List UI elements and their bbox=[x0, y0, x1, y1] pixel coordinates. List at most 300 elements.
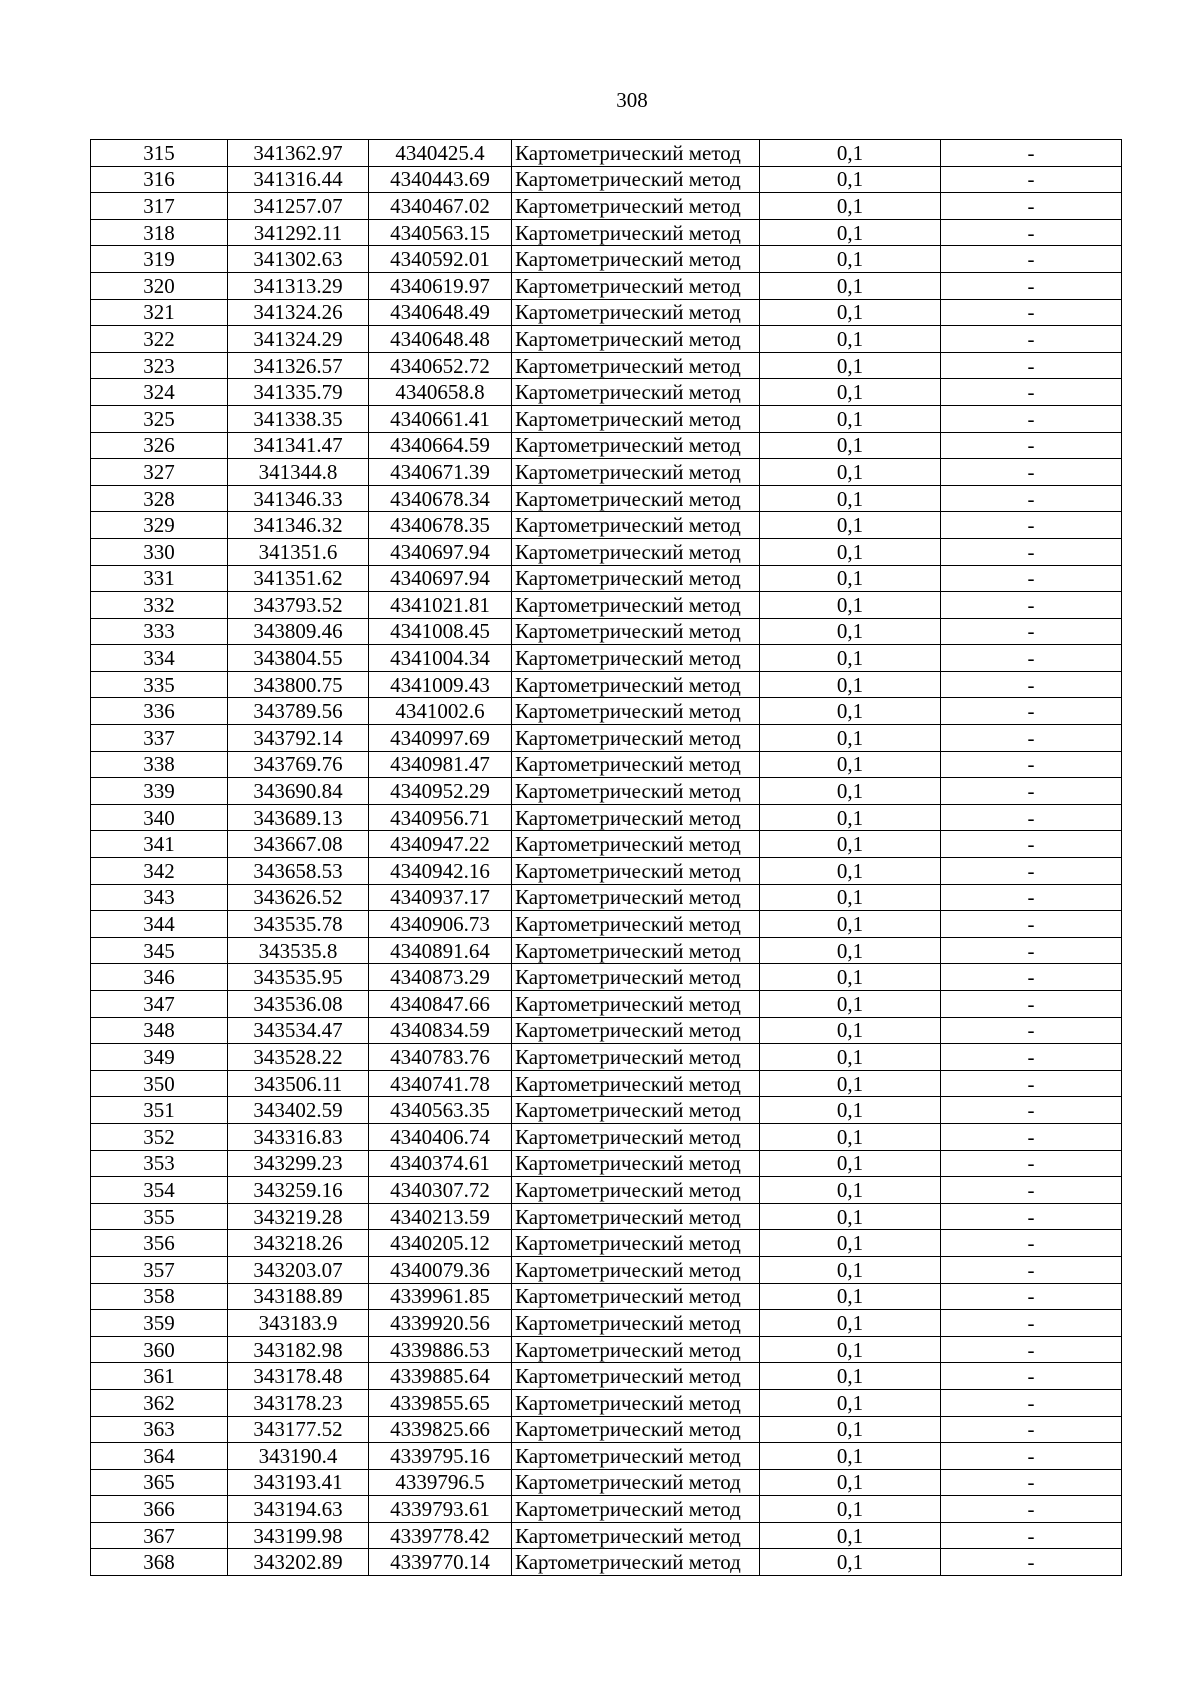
x-coordinate-cell: 341324.26 bbox=[228, 299, 369, 326]
y-coordinate-cell: 4340678.35 bbox=[369, 512, 512, 539]
accuracy-cell: 0,1 bbox=[760, 1416, 941, 1443]
accuracy-cell: 0,1 bbox=[760, 1230, 941, 1257]
table-row bbox=[91, 1443, 1122, 1470]
x-coordinate-cell: 343219.28 bbox=[228, 1203, 369, 1230]
x-coordinate-cell: 343793.52 bbox=[228, 592, 369, 619]
method-cell: Картометрический метод bbox=[512, 1283, 760, 1310]
y-coordinate-cell: 4340079.36 bbox=[369, 1256, 512, 1283]
method-cell: Картометрический метод bbox=[512, 193, 760, 220]
method-cell: Картометрический метод bbox=[512, 1549, 760, 1576]
table-row bbox=[91, 459, 1122, 486]
note-cell: - bbox=[941, 1336, 1122, 1363]
method-cell: Картометрический метод bbox=[512, 937, 760, 964]
method-cell: Картометрический метод bbox=[512, 1469, 760, 1496]
table-row bbox=[91, 618, 1122, 645]
note-cell: - bbox=[941, 565, 1122, 592]
method-cell: Картометрический метод bbox=[512, 166, 760, 193]
table-row bbox=[91, 911, 1122, 938]
table-row bbox=[91, 1496, 1122, 1523]
table-row bbox=[91, 884, 1122, 911]
x-coordinate-cell: 343528.22 bbox=[228, 1044, 369, 1071]
accuracy-cell: 0,1 bbox=[760, 352, 941, 379]
y-coordinate-cell: 4340847.66 bbox=[369, 991, 512, 1018]
table-row bbox=[91, 485, 1122, 512]
point-number-cell: 358 bbox=[91, 1283, 228, 1310]
note-cell: - bbox=[941, 751, 1122, 778]
table-row bbox=[91, 140, 1122, 167]
point-number-cell: 342 bbox=[91, 858, 228, 885]
y-coordinate-cell: 4340834.59 bbox=[369, 1017, 512, 1044]
table-row bbox=[91, 219, 1122, 246]
table-row bbox=[91, 1097, 1122, 1124]
x-coordinate-cell: 343534.47 bbox=[228, 1017, 369, 1044]
point-number-cell: 357 bbox=[91, 1256, 228, 1283]
point-number-cell: 340 bbox=[91, 804, 228, 831]
x-coordinate-cell: 343667.08 bbox=[228, 831, 369, 858]
x-coordinate-cell: 343190.4 bbox=[228, 1443, 369, 1470]
accuracy-cell: 0,1 bbox=[760, 246, 941, 273]
table-row bbox=[91, 778, 1122, 805]
note-cell: - bbox=[941, 592, 1122, 619]
y-coordinate-cell: 4340563.35 bbox=[369, 1097, 512, 1124]
table-row bbox=[91, 166, 1122, 193]
x-coordinate-cell: 343199.98 bbox=[228, 1522, 369, 1549]
table-row bbox=[91, 937, 1122, 964]
point-number-cell: 341 bbox=[91, 831, 228, 858]
table-row bbox=[91, 193, 1122, 220]
table-row bbox=[91, 751, 1122, 778]
x-coordinate-cell: 343316.83 bbox=[228, 1123, 369, 1150]
table-row bbox=[91, 698, 1122, 725]
table-row bbox=[91, 246, 1122, 273]
note-cell: - bbox=[941, 1203, 1122, 1230]
method-cell: Картометрический метод bbox=[512, 1097, 760, 1124]
x-coordinate-cell: 343689.13 bbox=[228, 804, 369, 831]
method-cell: Картометрический метод bbox=[512, 1522, 760, 1549]
method-cell: Картометрический метод bbox=[512, 432, 760, 459]
x-coordinate-cell: 343402.59 bbox=[228, 1097, 369, 1124]
x-coordinate-cell: 343203.07 bbox=[228, 1256, 369, 1283]
accuracy-cell: 0,1 bbox=[760, 1549, 941, 1576]
note-cell: - bbox=[941, 964, 1122, 991]
method-cell: Картометрический метод bbox=[512, 884, 760, 911]
method-cell: Картометрический метод bbox=[512, 858, 760, 885]
note-cell: - bbox=[941, 459, 1122, 486]
note-cell: - bbox=[941, 804, 1122, 831]
y-coordinate-cell: 4340592.01 bbox=[369, 246, 512, 273]
note-cell: - bbox=[941, 991, 1122, 1018]
method-cell: Картометрический метод bbox=[512, 565, 760, 592]
note-cell: - bbox=[941, 1283, 1122, 1310]
point-number-cell: 327 bbox=[91, 459, 228, 486]
note-cell: - bbox=[941, 432, 1122, 459]
table-row bbox=[91, 405, 1122, 432]
point-number-cell: 368 bbox=[91, 1549, 228, 1576]
x-coordinate-cell: 343626.52 bbox=[228, 884, 369, 911]
table-row bbox=[91, 858, 1122, 885]
note-cell: - bbox=[941, 1522, 1122, 1549]
x-coordinate-cell: 343792.14 bbox=[228, 725, 369, 752]
table-row bbox=[91, 1283, 1122, 1310]
method-cell: Картометрический метод bbox=[512, 618, 760, 645]
point-number-cell: 315 bbox=[91, 140, 228, 167]
x-coordinate-cell: 341341.47 bbox=[228, 432, 369, 459]
method-cell: Картометрический метод bbox=[512, 831, 760, 858]
y-coordinate-cell: 4340652.72 bbox=[369, 352, 512, 379]
point-number-cell: 353 bbox=[91, 1150, 228, 1177]
table-row bbox=[91, 432, 1122, 459]
note-cell: - bbox=[941, 778, 1122, 805]
y-coordinate-cell: 4340671.39 bbox=[369, 459, 512, 486]
accuracy-cell: 0,1 bbox=[760, 166, 941, 193]
note-cell: - bbox=[941, 1389, 1122, 1416]
method-cell: Картометрический метод bbox=[512, 1177, 760, 1204]
method-cell: Картометрический метод bbox=[512, 751, 760, 778]
point-number-cell: 333 bbox=[91, 618, 228, 645]
table-row bbox=[91, 512, 1122, 539]
method-cell: Картометрический метод bbox=[512, 352, 760, 379]
accuracy-cell: 0,1 bbox=[760, 1310, 941, 1337]
y-coordinate-cell: 4340783.76 bbox=[369, 1044, 512, 1071]
x-coordinate-cell: 343177.52 bbox=[228, 1416, 369, 1443]
accuracy-cell: 0,1 bbox=[760, 1203, 941, 1230]
x-coordinate-cell: 343183.9 bbox=[228, 1310, 369, 1337]
y-coordinate-cell: 4340661.41 bbox=[369, 405, 512, 432]
y-coordinate-cell: 4340947.22 bbox=[369, 831, 512, 858]
note-cell: - bbox=[941, 166, 1122, 193]
y-coordinate-cell: 4340906.73 bbox=[369, 911, 512, 938]
y-coordinate-cell: 4339920.56 bbox=[369, 1310, 512, 1337]
x-coordinate-cell: 343536.08 bbox=[228, 991, 369, 1018]
note-cell: - bbox=[941, 272, 1122, 299]
accuracy-cell: 0,1 bbox=[760, 565, 941, 592]
table-row bbox=[91, 725, 1122, 752]
point-number-cell: 362 bbox=[91, 1389, 228, 1416]
method-cell: Картометрический метод bbox=[512, 778, 760, 805]
point-number-cell: 334 bbox=[91, 645, 228, 672]
point-number-cell: 344 bbox=[91, 911, 228, 938]
point-number-cell: 354 bbox=[91, 1177, 228, 1204]
method-cell: Картометрический метод bbox=[512, 538, 760, 565]
point-number-cell: 347 bbox=[91, 991, 228, 1018]
y-coordinate-cell: 4340956.71 bbox=[369, 804, 512, 831]
y-coordinate-cell: 4340425.4 bbox=[369, 140, 512, 167]
accuracy-cell: 0,1 bbox=[760, 1443, 941, 1470]
y-coordinate-cell: 4340664.59 bbox=[369, 432, 512, 459]
accuracy-cell: 0,1 bbox=[760, 1017, 941, 1044]
note-cell: - bbox=[941, 1177, 1122, 1204]
point-number-cell: 360 bbox=[91, 1336, 228, 1363]
note-cell: - bbox=[941, 1097, 1122, 1124]
y-coordinate-cell: 4341002.6 bbox=[369, 698, 512, 725]
x-coordinate-cell: 343690.84 bbox=[228, 778, 369, 805]
y-coordinate-cell: 4339793.61 bbox=[369, 1496, 512, 1523]
x-coordinate-cell: 341326.57 bbox=[228, 352, 369, 379]
method-cell: Картометрический метод bbox=[512, 326, 760, 353]
accuracy-cell: 0,1 bbox=[760, 432, 941, 459]
table-row bbox=[91, 645, 1122, 672]
method-cell: Картометрический метод bbox=[512, 1363, 760, 1390]
note-cell: - bbox=[941, 937, 1122, 964]
method-cell: Картометрический метод bbox=[512, 272, 760, 299]
table-row bbox=[91, 804, 1122, 831]
accuracy-cell: 0,1 bbox=[760, 592, 941, 619]
point-number-cell: 319 bbox=[91, 246, 228, 273]
x-coordinate-cell: 341335.79 bbox=[228, 379, 369, 406]
y-coordinate-cell: 4340697.94 bbox=[369, 538, 512, 565]
method-cell: Картометрический метод bbox=[512, 405, 760, 432]
x-coordinate-cell: 343188.89 bbox=[228, 1283, 369, 1310]
table-row bbox=[91, 1416, 1122, 1443]
y-coordinate-cell: 4340307.72 bbox=[369, 1177, 512, 1204]
method-cell: Картометрический метод bbox=[512, 1044, 760, 1071]
point-number-cell: 365 bbox=[91, 1469, 228, 1496]
x-coordinate-cell: 341346.32 bbox=[228, 512, 369, 539]
note-cell: - bbox=[941, 379, 1122, 406]
y-coordinate-cell: 4340873.29 bbox=[369, 964, 512, 991]
point-number-cell: 366 bbox=[91, 1496, 228, 1523]
accuracy-cell: 0,1 bbox=[760, 1044, 941, 1071]
point-number-cell: 321 bbox=[91, 299, 228, 326]
point-number-cell: 336 bbox=[91, 698, 228, 725]
method-cell: Картометрический метод bbox=[512, 379, 760, 406]
accuracy-cell: 0,1 bbox=[760, 1256, 941, 1283]
y-coordinate-cell: 4340213.59 bbox=[369, 1203, 512, 1230]
point-number-cell: 322 bbox=[91, 326, 228, 353]
accuracy-cell: 0,1 bbox=[760, 858, 941, 885]
table-row bbox=[91, 1256, 1122, 1283]
accuracy-cell: 0,1 bbox=[760, 937, 941, 964]
table-row bbox=[91, 379, 1122, 406]
accuracy-cell: 0,1 bbox=[760, 193, 941, 220]
point-number-cell: 318 bbox=[91, 219, 228, 246]
method-cell: Картометрический метод bbox=[512, 140, 760, 167]
note-cell: - bbox=[941, 1363, 1122, 1390]
accuracy-cell: 0,1 bbox=[760, 991, 941, 1018]
point-number-cell: 337 bbox=[91, 725, 228, 752]
accuracy-cell: 0,1 bbox=[760, 804, 941, 831]
note-cell: - bbox=[941, 1310, 1122, 1337]
point-number-cell: 343 bbox=[91, 884, 228, 911]
table-row bbox=[91, 565, 1122, 592]
point-number-cell: 330 bbox=[91, 538, 228, 565]
accuracy-cell: 0,1 bbox=[760, 1123, 941, 1150]
accuracy-cell: 0,1 bbox=[760, 618, 941, 645]
method-cell: Картометрический метод bbox=[512, 1017, 760, 1044]
point-number-cell: 352 bbox=[91, 1123, 228, 1150]
accuracy-cell: 0,1 bbox=[760, 219, 941, 246]
table-row bbox=[91, 299, 1122, 326]
table-row bbox=[91, 538, 1122, 565]
point-number-cell: 364 bbox=[91, 1443, 228, 1470]
table-row bbox=[91, 1310, 1122, 1337]
y-coordinate-cell: 4341021.81 bbox=[369, 592, 512, 619]
y-coordinate-cell: 4340406.74 bbox=[369, 1123, 512, 1150]
accuracy-cell: 0,1 bbox=[760, 911, 941, 938]
point-number-cell: 320 bbox=[91, 272, 228, 299]
y-coordinate-cell: 4341008.45 bbox=[369, 618, 512, 645]
accuracy-cell: 0,1 bbox=[760, 671, 941, 698]
point-number-cell: 346 bbox=[91, 964, 228, 991]
method-cell: Картометрический метод bbox=[512, 964, 760, 991]
x-coordinate-cell: 343259.16 bbox=[228, 1177, 369, 1204]
accuracy-cell: 0,1 bbox=[760, 299, 941, 326]
table-row bbox=[91, 1070, 1122, 1097]
method-cell: Картометрический метод bbox=[512, 1310, 760, 1337]
point-number-cell: 350 bbox=[91, 1070, 228, 1097]
table-row bbox=[91, 1549, 1122, 1576]
x-coordinate-cell: 341351.62 bbox=[228, 565, 369, 592]
y-coordinate-cell: 4340563.15 bbox=[369, 219, 512, 246]
accuracy-cell: 0,1 bbox=[760, 1389, 941, 1416]
accuracy-cell: 0,1 bbox=[760, 1097, 941, 1124]
accuracy-cell: 0,1 bbox=[760, 272, 941, 299]
note-cell: - bbox=[941, 1443, 1122, 1470]
note-cell: - bbox=[941, 671, 1122, 698]
x-coordinate-cell: 343535.95 bbox=[228, 964, 369, 991]
x-coordinate-cell: 343178.23 bbox=[228, 1389, 369, 1416]
y-coordinate-cell: 4339961.85 bbox=[369, 1283, 512, 1310]
note-cell: - bbox=[941, 1416, 1122, 1443]
table-row bbox=[91, 671, 1122, 698]
y-coordinate-cell: 4339778.42 bbox=[369, 1522, 512, 1549]
y-coordinate-cell: 4340678.34 bbox=[369, 485, 512, 512]
x-coordinate-cell: 343800.75 bbox=[228, 671, 369, 698]
table-body bbox=[91, 140, 1122, 1576]
x-coordinate-cell: 341324.29 bbox=[228, 326, 369, 353]
accuracy-cell: 0,1 bbox=[760, 1177, 941, 1204]
table-row bbox=[91, 1469, 1122, 1496]
accuracy-cell: 0,1 bbox=[760, 405, 941, 432]
note-cell: - bbox=[941, 858, 1122, 885]
method-cell: Картометрический метод bbox=[512, 698, 760, 725]
point-number-cell: 332 bbox=[91, 592, 228, 619]
x-coordinate-cell: 343299.23 bbox=[228, 1150, 369, 1177]
x-coordinate-cell: 343178.48 bbox=[228, 1363, 369, 1390]
x-coordinate-cell: 343218.26 bbox=[228, 1230, 369, 1257]
table-row bbox=[91, 831, 1122, 858]
x-coordinate-cell: 343789.56 bbox=[228, 698, 369, 725]
y-coordinate-cell: 4340937.17 bbox=[369, 884, 512, 911]
note-cell: - bbox=[941, 1123, 1122, 1150]
table-row bbox=[91, 272, 1122, 299]
y-coordinate-cell: 4339795.16 bbox=[369, 1443, 512, 1470]
note-cell: - bbox=[941, 1496, 1122, 1523]
y-coordinate-cell: 4339825.66 bbox=[369, 1416, 512, 1443]
point-number-cell: 316 bbox=[91, 166, 228, 193]
note-cell: - bbox=[941, 140, 1122, 167]
note-cell: - bbox=[941, 538, 1122, 565]
accuracy-cell: 0,1 bbox=[760, 1070, 941, 1097]
note-cell: - bbox=[941, 618, 1122, 645]
x-coordinate-cell: 343202.89 bbox=[228, 1549, 369, 1576]
accuracy-cell: 0,1 bbox=[760, 1522, 941, 1549]
note-cell: - bbox=[941, 246, 1122, 273]
y-coordinate-cell: 4340443.69 bbox=[369, 166, 512, 193]
table-row bbox=[91, 352, 1122, 379]
x-coordinate-cell: 343193.41 bbox=[228, 1469, 369, 1496]
accuracy-cell: 0,1 bbox=[760, 1150, 941, 1177]
point-number-cell: 325 bbox=[91, 405, 228, 432]
x-coordinate-cell: 341338.35 bbox=[228, 405, 369, 432]
method-cell: Картометрический метод bbox=[512, 804, 760, 831]
point-number-cell: 329 bbox=[91, 512, 228, 539]
note-cell: - bbox=[941, 698, 1122, 725]
table-row bbox=[91, 1177, 1122, 1204]
point-number-cell: 363 bbox=[91, 1416, 228, 1443]
point-number-cell: 351 bbox=[91, 1097, 228, 1124]
method-cell: Картометрический метод bbox=[512, 1123, 760, 1150]
y-coordinate-cell: 4340891.64 bbox=[369, 937, 512, 964]
table-row bbox=[91, 964, 1122, 991]
y-coordinate-cell: 4340205.12 bbox=[369, 1230, 512, 1257]
note-cell: - bbox=[941, 1256, 1122, 1283]
y-coordinate-cell: 4339796.5 bbox=[369, 1469, 512, 1496]
note-cell: - bbox=[941, 1070, 1122, 1097]
accuracy-cell: 0,1 bbox=[760, 778, 941, 805]
point-number-cell: 355 bbox=[91, 1203, 228, 1230]
page-number: 308 bbox=[616, 88, 648, 112]
method-cell: Картометрический метод bbox=[512, 645, 760, 672]
point-number-cell: 338 bbox=[91, 751, 228, 778]
table-row bbox=[91, 592, 1122, 619]
point-number-cell: 359 bbox=[91, 1310, 228, 1337]
method-cell: Картометрический метод bbox=[512, 592, 760, 619]
table-row bbox=[91, 1017, 1122, 1044]
x-coordinate-cell: 341346.33 bbox=[228, 485, 369, 512]
table-row bbox=[91, 1150, 1122, 1177]
method-cell: Картометрический метод bbox=[512, 219, 760, 246]
y-coordinate-cell: 4339885.64 bbox=[369, 1363, 512, 1390]
note-cell: - bbox=[941, 1017, 1122, 1044]
accuracy-cell: 0,1 bbox=[760, 459, 941, 486]
coordinates-table bbox=[90, 139, 1122, 1576]
method-cell: Картометрический метод bbox=[512, 1416, 760, 1443]
method-cell: Картометрический метод bbox=[512, 1389, 760, 1416]
method-cell: Картометрический метод bbox=[512, 1150, 760, 1177]
accuracy-cell: 0,1 bbox=[760, 751, 941, 778]
point-number-cell: 331 bbox=[91, 565, 228, 592]
method-cell: Картометрический метод bbox=[512, 485, 760, 512]
point-number-cell: 323 bbox=[91, 352, 228, 379]
point-number-cell: 328 bbox=[91, 485, 228, 512]
x-coordinate-cell: 341362.97 bbox=[228, 140, 369, 167]
note-cell: - bbox=[941, 219, 1122, 246]
y-coordinate-cell: 4340648.48 bbox=[369, 326, 512, 353]
table-row bbox=[91, 326, 1122, 353]
method-cell: Картометрический метод bbox=[512, 1203, 760, 1230]
y-coordinate-cell: 4340467.02 bbox=[369, 193, 512, 220]
note-cell: - bbox=[941, 911, 1122, 938]
x-coordinate-cell: 341344.8 bbox=[228, 459, 369, 486]
x-coordinate-cell: 341313.29 bbox=[228, 272, 369, 299]
method-cell: Картометрический метод bbox=[512, 459, 760, 486]
table-row bbox=[91, 1389, 1122, 1416]
table-row bbox=[91, 991, 1122, 1018]
accuracy-cell: 0,1 bbox=[760, 884, 941, 911]
note-cell: - bbox=[941, 725, 1122, 752]
accuracy-cell: 0,1 bbox=[760, 831, 941, 858]
point-number-cell: 317 bbox=[91, 193, 228, 220]
point-number-cell: 361 bbox=[91, 1363, 228, 1390]
note-cell: - bbox=[941, 193, 1122, 220]
method-cell: Картометрический метод bbox=[512, 299, 760, 326]
note-cell: - bbox=[941, 884, 1122, 911]
method-cell: Картометрический метод bbox=[512, 725, 760, 752]
point-number-cell: 345 bbox=[91, 937, 228, 964]
x-coordinate-cell: 343535.78 bbox=[228, 911, 369, 938]
x-coordinate-cell: 343769.76 bbox=[228, 751, 369, 778]
